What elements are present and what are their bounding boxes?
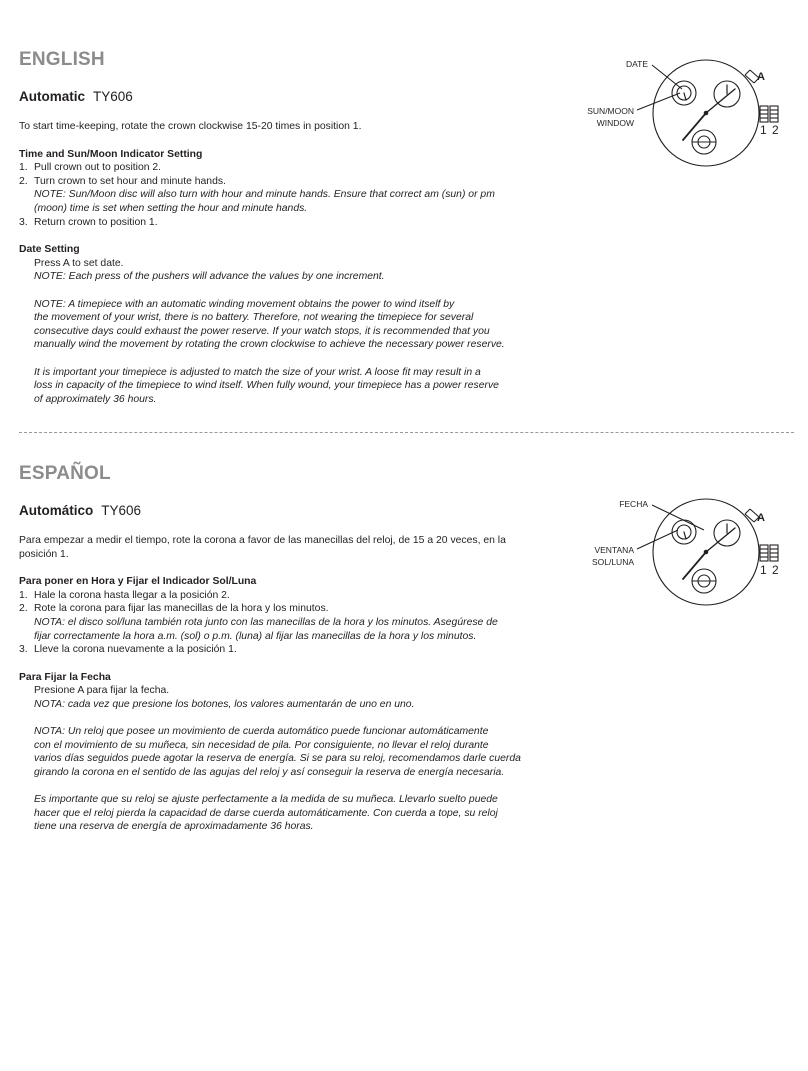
spanish-fit-note: Es importante que su reloj se ajuste perfectamente a la medida de su muñeca. Llevarlo suelto puede hacer que el reloj pierda la capacidad de darse cuerda automáticamente. Con cuerda a tope, su reloj tiene una reserva de energía de aproximadamente 36 horas. <box>34 794 498 833</box>
english-fit-note: It is important your timepiece is adjusted to match the size of your wrist. A loose fit may result in a loss in capacity of the timepiece to wind itself. When fully wound, your timepiece has a power reserve of approximately 36 hours. <box>34 366 499 405</box>
english-automatic-note: NOTE: A timepiece with an automatic winding movement obtains the power to wind itself by the movement of your wrist, there is no battery. Therefore, not wearing the timepiece for several consecutive days could exhaust the power reserve. If your watch stops, it is recommended that you manually wind the movement by rotating the crown clockwise to achieve the necessary power reserve. <box>34 298 505 351</box>
english-step-3: 3. Return crown to position 1. <box>19 216 158 228</box>
spanish-step2-note-line-2: fijar correctamente la hora a.m. (sol) o p.m. (luna) al fijar las manecillas de la hora y los minutos. <box>34 630 477 642</box>
spanish-step-2: 2. Rote la corona para fijar las manecillas de la hora y los minutos. NOTA: el disco sol/luna también rota junto con las manecillas de la hora y los minutos. Asegúrese de fijar correctamente la hora a.m. (sol) o p.m. (luna) al fijar las manecillas de la hora y los minutos. <box>19 602 559 643</box>
spanish-model-title <box>19 502 559 520</box>
english-window-label-1: SUN/MOON <box>587 106 634 116</box>
section-divider <box>19 432 794 433</box>
english-crown-position-2: 2 <box>772 123 779 137</box>
spanish-date-heading: Para Fijar la Fecha <box>19 671 111 683</box>
english-date-instruction: Press A to set date. <box>34 257 124 269</box>
spanish-crown-position-2: 2 <box>772 563 779 577</box>
spanish-crown-position-1: 1 <box>760 563 767 577</box>
spanish-date-note: NOTA: cada vez que presione los botones, los valores aumentarán de uno en uno. <box>34 698 415 710</box>
spanish-step2-note-line-1: NOTA: el disco sol/luna también rota junto con las manecillas de la hora y los minutos. Asegúrese de <box>34 616 498 628</box>
english-window-label-2: WINDOW <box>596 118 634 128</box>
spanish-heading: ESPAÑOL <box>19 463 111 484</box>
english-heading: ENGLISH <box>19 49 105 70</box>
english-step-1: 1. Pull crown out to position 2. <box>19 162 162 174</box>
english-time-heading: Time and Sun/Moon Indicator Setting <box>19 148 203 160</box>
spanish-date-instruction: Presione A para fijar la fecha. <box>34 685 170 697</box>
english-model-title <box>19 88 559 106</box>
english-step-2: 2. Turn crown to set hour and minute hands. NOTE: Sun/Moon disc will also turn with hour and minute hands. Ensure that correct am (sun) or pm (moon) time is set when setting the hour and minute hands. <box>19 175 559 216</box>
english-crown-position-1: 1 <box>760 123 767 137</box>
spanish-time-heading: Para poner en Hora y Fijar el Indicador Sol/Luna <box>19 576 257 588</box>
english-date-label: DATE <box>625 59 648 69</box>
english-section <box>19 49 559 406</box>
english-date-heading: Date Setting <box>19 244 80 256</box>
spanish-intro: Para empezar a medir el tiempo, rote la corona a favor de las manecillas del reloj, de 15 a 20 veces, en la posición 1. <box>19 535 506 560</box>
english-model-code: TY606 <box>93 89 133 104</box>
english-steps <box>19 161 559 229</box>
english-model-label: Automatic <box>19 89 86 104</box>
spanish-window-label-1: VENTANA <box>594 545 634 555</box>
spanish-watch-diagram <box>570 494 800 609</box>
spanish-window-label-2: SOL/LUNA <box>591 557 634 567</box>
english-watch-drawing <box>570 55 800 170</box>
english-step2-note-line-2: (moon) time is set when setting the hour and minute hands. <box>34 202 308 214</box>
spanish-pusher-a-label: A <box>757 512 765 524</box>
english-intro: To start time-keeping, rotate the crown clockwise 15-20 times in position 1. <box>19 121 362 132</box>
spanish-automatic-note: NOTA: Un reloj que posee un movimiento de cuerda automático puede funcionar automáticamente con el movimiento de su muñeca, sin necesidad de pila. Por consiguiente, no llevar el reloj durante varios días seguidos puede agotar la reserva de energía. Si se para su reloj, recomendamos darle cuerda girando la corona en el sentido de las agujas del reloj y así conseguir la reserva de energía necesaria. <box>34 726 521 778</box>
english-date-note: NOTE: Each press of the pushers will advance the values by one increment. <box>34 271 385 283</box>
spanish-model-label: Automático <box>19 503 94 518</box>
english-watch-diagram <box>570 55 800 170</box>
english-step2-note-line-1: NOTE: Sun/Moon disc will also turn with hour and minute hands. Ensure that correct am (sun) or pm <box>34 189 495 201</box>
spanish-steps <box>19 589 559 657</box>
spanish-watch-drawing <box>570 494 800 609</box>
spanish-section <box>19 463 559 834</box>
spanish-step-1: 1. Hale la corona hasta llegar a la posición 2. <box>19 589 230 601</box>
spanish-step-3: 3. Lleve la corona nuevamente a la posición 1. <box>19 644 237 656</box>
spanish-model-code: TY606 <box>101 503 142 518</box>
spanish-date-label: FECHA <box>619 499 648 509</box>
english-pusher-a-label: A <box>757 71 765 83</box>
